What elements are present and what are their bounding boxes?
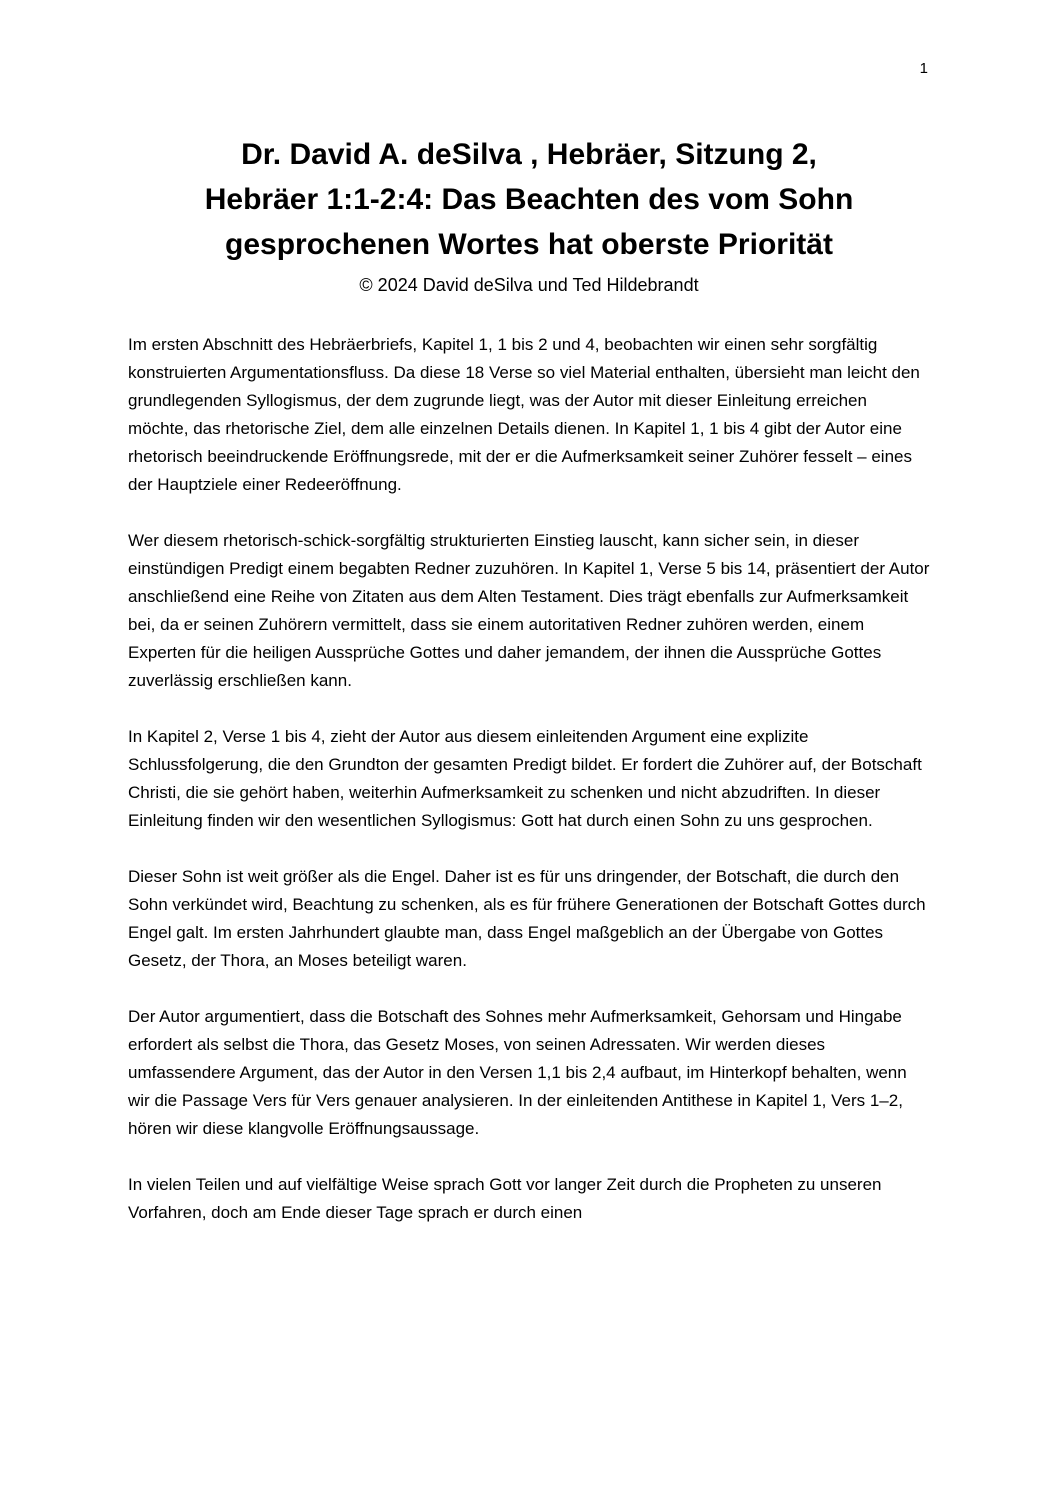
- paragraph-4: Dieser Sohn ist weit größer als die Engel. Daher ist es für uns dringender, der Botschaft, die durch den Sohn verkündet wird, Beachtung zu schenken, als es für frühere Generationen der Botschaft Gottes durch Engel galt. Im ersten Jahrhundert glaubte man, dass Engel maßgeblich an der Übergabe von Gottes Gesetz, der Thora, an Moses beteiligt waren.: [128, 867, 926, 970]
- paragraph-6: In vielen Teilen und auf vielfältige Weise sprach Gott vor langer Zeit durch die Propheten zu unseren Vorfahren, doch am Ende dieser Tage sprach er durch einen: [128, 1175, 882, 1222]
- title-line-3: gesprochenen Wortes hat oberste Priorität: [225, 228, 833, 261]
- page-number: 1: [919, 60, 928, 77]
- paragraph-2: Wer diesem rhetorisch-schick-sorgfältig strukturierten Einstieg lauscht, kann sicher sein, in dieser einstündigen Predigt einem begabten Redner zuzuhören. In Kapitel 1, Verse 5 bis 14, präsentiert der Autor anschließend eine Reihe von Zitaten aus dem Alten Testament. Dies trägt ebenfalls zur Aufmerksamkeit bei, da er seinen Zuhörern vermittelt, dass sie einem autoritativen Redner zuhören werden, einem Experten für die heiligen Aussprüche Gottes und daher jemandem, der ihnen die Aussprüche Gottes zuverlässig erschließen kann.: [128, 531, 930, 690]
- paragraph-3: In Kapitel 2, Verse 1 bis 4, zieht der Autor aus diesem einleitenden Argument eine explizite Schlussfolgerung, die den Grundton der gesamten Predigt bildet. Er fordert die Zuhörer auf, der Botschaft Christi, die sie gehört haben, weiterhin Aufmerksamkeit zu schenken und nicht abzudriften. In dieser Einleitung finden wir den wesentlichen Syllogismus: Gott hat durch einen Sohn zu uns gesprochen.: [128, 727, 922, 830]
- paragraph-1: Im ersten Abschnitt des Hebräerbriefs, Kapitel 1, 1 bis 2 und 4, beobachten wir einen sehr sorgfältig konstruierten Argumentationsfluss. Da diese 18 Verse so viel Material enthalten, übersieht man leicht den grundlegenden Syllogismus, der dem zugrunde liegt, was der Autor mit dieser Einleitung erreichen möchte, das rhetorische Ziel, dem alle einzelnen Details dienen. In Kapitel 1, 1 bis 4 gibt der Autor eine rhetorisch beeindruckende Eröffnungsrede, mit der er die Aufmerksamkeit seiner Zuhörer fesselt – eines der Hauptziele einer Redeeröffnung.: [128, 335, 920, 494]
- title-line-1: Dr. David A. deSilva , Hebräer, Sitzung 2,: [241, 138, 817, 171]
- copyright-line: © 2024 David deSilva und Ted Hildebrandt: [359, 275, 699, 295]
- paragraph-5: Der Autor argumentiert, dass die Botschaft des Sohnes mehr Aufmerksamkeit, Gehorsam und Hingabe erfordert als selbst die Thora, das Gesetz Moses, von seinen Adressaten. Wir werden dieses umfassendere Argument, das der Autor in den Versen 1,1 bis 2,4 aufbaut, im Hinterkopf behalten, wenn wir die Passage Vers für Vers genauer analysieren. In der einleitenden Antithese in Kapitel 1, Vers 1–2, hören wir diese klangvolle Eröffnungsaussage.: [128, 1007, 907, 1138]
- title-line-2: Hebräer 1:1-2:4: Das Beachten des vom Sohn: [204, 183, 854, 216]
- document-title: [128, 132, 930, 267]
